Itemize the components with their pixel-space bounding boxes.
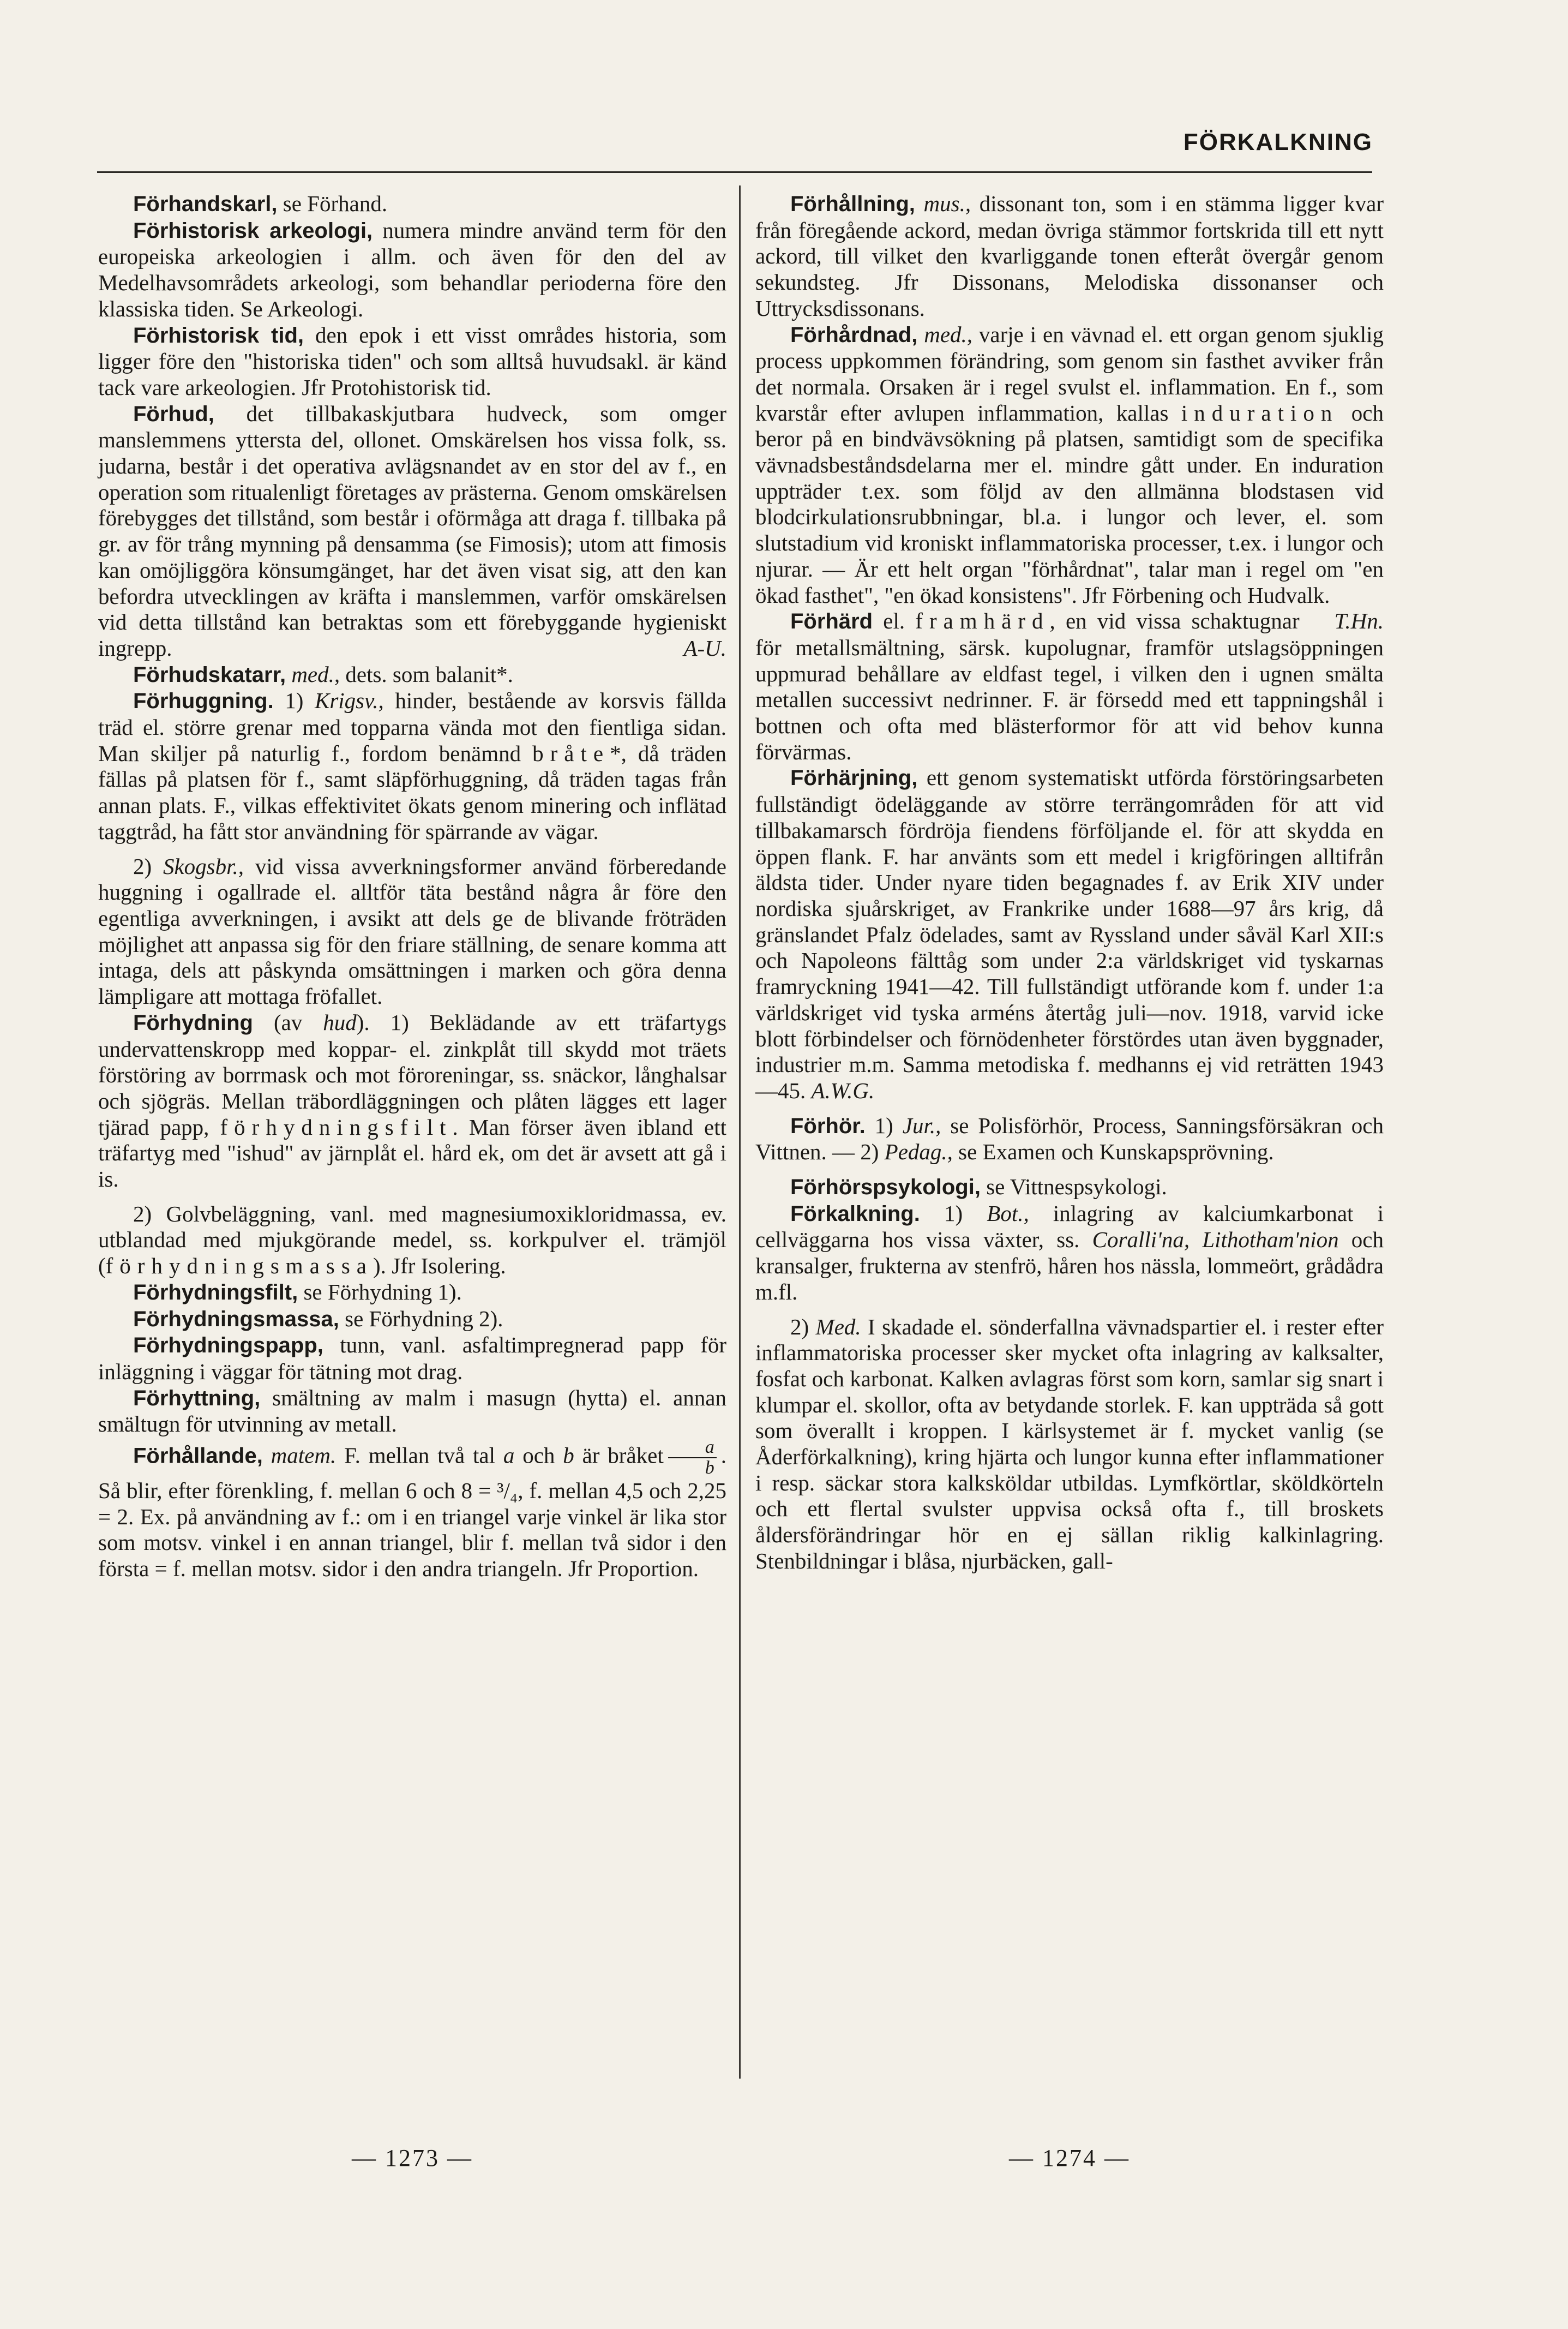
author-signature: A-U. (683, 635, 726, 661)
entry-forhallning: Förhållning, mus., dissonant ton, som i en stämma ligger kvar från föregående ackord, medan övriga stämmor fortskrida till ett nytt ackord, till vilket den kvarliggande tonen efteråt övergår genom sekundsteg. Jfr Dissonans, Melodiska dissonanser och Uttrycksdissonans. (755, 191, 1384, 321)
entry-forharjning: Förhärjning, ett genom systematiskt utförda förstöringsarbeten fullständigt ödeläggande av större terrängområden för att vid tillbakamarsch fördröja fiendens förföljande el. för att skydda en öppen flank. F. har använts som ett medel i krigföringen alltifrån äldsta tider. Under nyare tiden begagnades f. av Erik XIV under nordiska sjuårskriget, av Frankrike under 1688—97 års krig, då gränslandet Pfalz ödelades, samt av Ryssland under såväl Karl XII:s och Napoleons fälttåg som under 2:a världskriget vid tyskarnas framryckning 1941—42. Till fullständigt utförande kom f. under 1:a världskriget vid tyska arméns återtåg juli—nov. 1918, varvid icke blott förbindelser och förnödenheter förstördes utan även byggnader, industrier m.m. Samma metodiska f. medhanns ej vid reträtten 1943—45. A.W.G. (755, 765, 1384, 1103)
headword: Förhydningsmassa, (133, 1307, 339, 1331)
entry-forhorspsykologi: Förhörspsykologi, se Vittnespsykologi. (790, 1174, 1167, 1200)
headword: Förhuggning. (133, 689, 274, 714)
entry-forhallande: Förhållande, matem. F. mellan två tal a och b är bråket $\frac{a}{b}$ . Så blir, efter förenkling, f. mellan 6 och 8 = ³/₄, f. mellan 4,5 och 2,25 = 2. Ex. på användning av f.: om i en triangel varje vinkel är lika stor som motsv. vinkel i en annan triangel, blir f. mellan två sidor i den första = f. mellan motsv. sidor i den andra triangeln. Jfr Proportion. (98, 1437, 726, 1582)
headword: Förhårdnad, (790, 322, 918, 347)
headword: Förhudskatarr, (133, 662, 286, 687)
headword: Förhörspsykologi, (790, 1175, 981, 1200)
entry-forhistorisk-arkeologi: Förhistorisk arkeologi, numera mindre använd term för den europeiska arkeologien i allm. och även för den del av Medelhavsområdets arkeologi, som behandlar perioderna före den klassiska tiden. Se Arkeologi. (98, 217, 726, 321)
fraction-a-over-b: $\frac{a}{b}$ (668, 1438, 717, 1478)
headword: Förkalkning. (790, 1201, 920, 1226)
running-head: FÖRKALKNING (1183, 129, 1373, 155)
entry-forhydning-sense-2: 2) Golvbeläggning, vanl. med magnesiumoxikloridmassa, ev. utblandad med mjukgörande medel, ss. korkpulver el. trämjöl (förhydningsmassa). Jfr Isolering. (98, 1201, 726, 1279)
headword: Förhydningspapp, (133, 1333, 323, 1358)
entry-forhud: Förhud, det tillbakaskjutbara hudveck, som omger manslemmens yttersta del, ollonet. Omskärelsen hos vissa folk, ss. judarna, består i det operativa avlägsnandet av en stor del av f., en operation som ritualenligt företages av prästerna. Genom omskärelsen förebygges det tillstånd, som består i oförmåga att draga f. tillbaka på gr. av för trång mynning på densamma (se Fimosis); utom att fimosis kan omöjliggöra könsumgänget, har det även visat sig, att den kan befordra utvecklingen av kräfta i manslemmen, varför omskärelsen vid detta tillstånd kan betraktas som ett förebyggande hygieniskt ingrepp. A-U. (98, 400, 726, 661)
page-number-right: — 1274 — (1009, 2145, 1130, 2171)
page-number-left: — 1273 — (352, 2145, 473, 2171)
headword: Förhandskarl, (133, 192, 278, 216)
headword: Förhärd (790, 609, 873, 634)
headword: Förhållande, (133, 1444, 263, 1468)
headword: Förhyttning, (133, 1386, 261, 1410)
entry-forhandskarl: Förhandskarl, se Förhand. (133, 191, 388, 216)
entry-forhydningsmassa: Förhydningsmassa, se Förhydning 2). (133, 1306, 503, 1331)
entry-forhudskatarr: Förhudskatarr, med., dets. som balanit*. (133, 661, 513, 687)
left-column (98, 191, 726, 1582)
entry-forhor: Förhör. 1) Jur., se Polisförhör, Process, Sanningsförsäkran och Vittnen. — 2) Pedag., se Examen och Kunskapsprövning. (755, 1112, 1384, 1165)
entry-forhuggning-sense-2: 2) Skogsbr., vid vissa avverkningsformer använd förberedande huggning i ogallrade el. alltför täta bestånd några år före den egentliga avverkningen, i avsikt att dels ge de blivande fröträden möjlighet att anpassa sig för den friare ställning, de senare komma att intaga, dels att påskynda omsättningen i marken och göra denna lämpligare att mottaga fröfallet. (98, 853, 726, 1009)
headword: Förhistorisk tid, (133, 323, 304, 348)
headword: Förhör. (790, 1113, 866, 1138)
headword: Förhärjning, (790, 766, 918, 791)
entry-forhydningsfilt: Förhydningsfilt, se Förhydning 1). (133, 1279, 462, 1304)
header-rule (97, 171, 1372, 173)
author-signature: A.W.G. (811, 1077, 875, 1103)
headword: Förhud, (133, 402, 214, 426)
author-signature: T.Hn. (1334, 608, 1384, 634)
entry-forhardnad: Förhårdnad, med., varje i en vävnad el. ett organ genom sjuklig process uppkommen förändring, som genom sin fasthet avviker från det normala. Orsaken är i regel svulst el. inflammation. En f., som kvarstår efter avlupen inflammation, kallas induration och beror på en bindvävsökning på platsen, samtidigt som de specifika vävnadsbeståndsdelarna mer el. mindre gått under. En induration uppträder t.ex. som följd av den allmänna blodstasen vid blodcirkulationsrubbningar, bl.a. i lungor och lever, el. som slutstadium vid kroniskt inflammatoriska processer, t.ex. i lungor och njurar. — Är ett helt organ "förhårdnat", talar man i regel om "en ökad fasthet", "en ökad konsistens". Jfr Förbening och Hudvalk. T.Hn. (755, 321, 1384, 634)
entry-forhard: Förhärd el. framhärd, en vid vissa schaktugnar för metallsmältning, särsk. kupolugnar, framför utslagsöppningen uppmurad behållare av eldfast tegel, i vilken den i ugnen smälta metallen successivt nedrinner. F. är försedd med ett tappningshål i bottnen och ofta med blästerformor för att vid behov kunna förvärmas. (755, 608, 1384, 764)
entry-forkalkning-sense-2: 2) Med. I skadade el. sönderfallna vävnadspartier el. i rester efter inflammatoriska processer sker mycket ofta inlagring av kalksalter, fosfat och karbonat. Kalken avlagras först som korn, samlar sig snart i klumpar el. skollor, ofta av betydande storlek. F. kan uppträda så gott som överallt i kroppen. I kärlsystemet är f. mycket vanlig (se Åderförkalkning), kring hjärta och lungor kunna efter inflammationer i resp. säckar stora kalksköldar utbildas. Lymfkörtlar, sköldkörteln och ett flertal svulster uppvisa också ofta f., till broskets åldersförändringar hör en ej sällan riklig kalkinlagring. Stenbildningar i blåsa, njurbäcken, gall- (755, 1314, 1384, 1573)
column-divider (739, 185, 741, 2079)
right-column (755, 191, 1384, 1574)
headword: Förhistorisk arkeologi, (133, 218, 373, 243)
headword: Förhydningsfilt, (133, 1280, 298, 1304)
entry-forhyttning: Förhyttning, smältning av malm i masugn (hytta) el. annan smältugn för utvinning av metall. (98, 1385, 726, 1437)
entry-forhuggning: Förhuggning. 1) Krigsv., hinder, bestående av korsvis fällda träd el. större grenar med topparna vända mot den fientliga sidan. Man skiljer på naturlig f., fordom benämnd bråte*, då träden fällas på platsen för f., samt släpförhuggning, då träden tagas från annan plats. F., vilkas effektivitet ökats genom minering och inflätad taggtråd, ha fått stor användning för spärrande av vägar. (98, 688, 727, 844)
headword: Förhydning (133, 1010, 253, 1035)
entry-forhydningspapp: Förhydningspapp, tunn, vanl. asfaltimpregnerad papp för inläggning i väggar för tätning mot drag. (98, 1332, 726, 1384)
entry-forhistorisk-tid: Förhistorisk tid, den epok i ett visst områdes historia, som ligger före den "historiska tiden" och som alltså huvudsakl. är känd tack vare arkeologien. Jfr Protohistorisk tid. (98, 322, 727, 400)
headword: Förhållning, (790, 192, 915, 216)
entry-forhydning: Förhydning (av hud). 1) Beklädande av ett träfartygs undervattenskropp med koppar- el. zinkplåt till skydd mot träets förstöring av borrmask och mot föroreningar, ss. snäckor, långhalsar och sjögräs. Mellan träbordläggningen och plåten lägges ett lager tjärad papp, förhydningsfilt. Man förser även ibland ett träfartyg med "ishud" av järnplåt el. hård ek, om det är avsett att gå i is. (98, 1009, 727, 1192)
entry-forkalkning: Förkalkning. 1) Bot., inlagring av kalciumkarbonat i cellväggarna hos vissa växter, ss. Coralli'na, Lithotham'nion och kransalger, frukterna av stenfrö, håren hos nässla, lommeört, grådådra m.fl. (755, 1200, 1384, 1304)
